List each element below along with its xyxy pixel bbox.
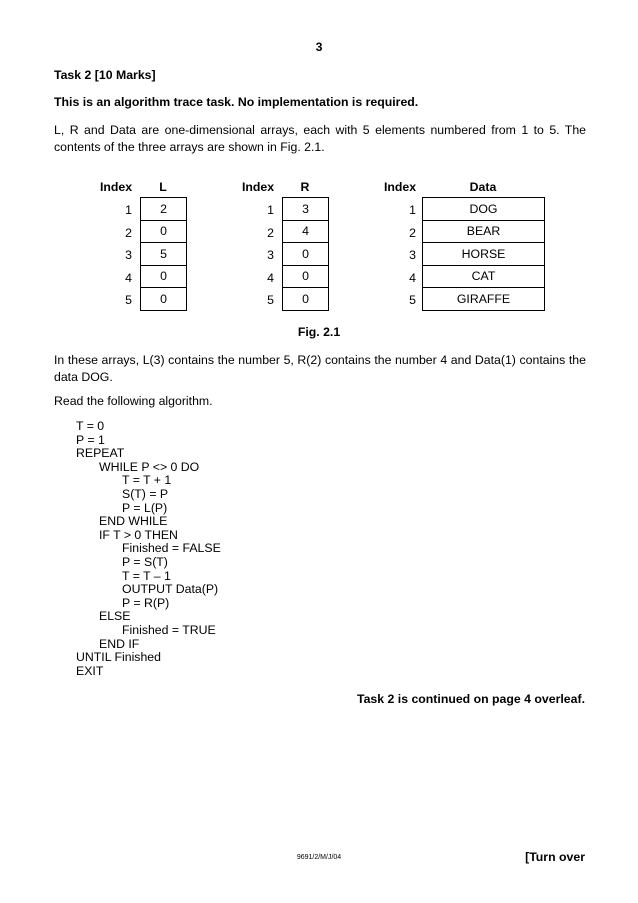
code-line: END WHILE [99, 514, 168, 529]
r-cell-3: 0 [283, 243, 329, 266]
data-value-header: Data [469, 180, 497, 194]
data-cell-5: GIRAFFE [423, 288, 545, 311]
r-cell-1: 3 [283, 198, 329, 221]
data-index-5: 5 [409, 293, 416, 307]
data-cell-1: DOG [423, 198, 545, 221]
data-index-1: 1 [409, 203, 416, 217]
continued-note: Task 2 is continued on page 4 overleaf. [356, 692, 585, 706]
code-line: T = T – 1 [122, 568, 171, 583]
code-line: END IF [99, 636, 140, 651]
r-index-header: Index [241, 180, 275, 194]
l-cell-5: 0 [141, 288, 187, 311]
figure-caption: Fig. 2.1 [297, 325, 341, 339]
code-line: ELSE [99, 609, 131, 624]
code-line: UNTIL Finished [76, 650, 161, 665]
data-index-header: Index [383, 180, 417, 194]
code-line: T = T + 1 [122, 473, 172, 488]
l-index-2: 2 [125, 226, 132, 240]
task-instruction: This is an algorithm trace task. No implementation is required. [54, 95, 419, 109]
data-cells [422, 197, 545, 311]
code-line: IF T > 0 THEN [99, 527, 178, 542]
r-index-4: 4 [267, 271, 274, 285]
r-cell-4: 0 [283, 265, 329, 288]
r-cell-2: 4 [283, 220, 329, 243]
l-cell-4: 0 [141, 265, 187, 288]
l-cell-2: 0 [141, 220, 187, 243]
code-line: S(T) = P [122, 486, 169, 501]
l-index-header: Index [99, 180, 133, 194]
page-number: 3 [315, 40, 323, 54]
footer-code: 9691/2/M/J/04 [296, 854, 342, 861]
code-line: Finished = TRUE [122, 622, 216, 637]
code-line: EXIT [76, 663, 104, 678]
explanation-paragraph: In these arrays, L(3) contains the number 5, R(2) contains the number 4 and Data(1) contains the data DOG. [54, 353, 586, 384]
r-value-header: R [300, 180, 310, 194]
l-value-header: L [159, 180, 167, 194]
l-index-3: 3 [125, 248, 132, 262]
l-cell-3: 5 [141, 243, 187, 266]
code-line: OUTPUT Data(P) [122, 582, 219, 597]
task-title: Task 2 [10 Marks] [54, 68, 156, 82]
data-index-3: 3 [409, 248, 416, 262]
r-cells [282, 197, 329, 311]
l-index-4: 4 [125, 271, 132, 285]
code-line: P = 1 [76, 432, 105, 447]
code-line: P = L(P) [122, 500, 168, 515]
data-cell-3: HORSE [423, 243, 545, 266]
intro-paragraph: L, R and Data are one-dimensional arrays, each with 5 elements numbered from 1 to 5. The contents of the three arrays are shown in Fig. 2.1. [54, 123, 586, 154]
r-cell-5: 0 [283, 288, 329, 311]
r-index-3: 3 [267, 248, 274, 262]
code-line: WHILE P <> 0 DO [99, 459, 200, 474]
l-index-5: 5 [125, 293, 132, 307]
turn-over: [Turn over [525, 850, 585, 864]
data-cell-4: CAT [423, 265, 545, 288]
r-index-1: 1 [267, 203, 274, 217]
l-index-1: 1 [125, 203, 132, 217]
code-line: Finished = FALSE [122, 541, 221, 556]
code-line: REPEAT [76, 446, 125, 461]
algorithm-code [76, 420, 221, 678]
data-index-4: 4 [409, 271, 416, 285]
code-line: T = 0 [76, 419, 105, 433]
data-index-2: 2 [409, 226, 416, 240]
read-prompt: Read the following algorithm. [54, 394, 213, 408]
l-cells [140, 197, 187, 311]
code-line: P = S(T) [122, 554, 168, 569]
r-index-2: 2 [267, 226, 274, 240]
r-index-5: 5 [267, 293, 274, 307]
l-cell-1: 2 [141, 198, 187, 221]
code-line: P = R(P) [122, 595, 170, 610]
data-cell-2: BEAR [423, 220, 545, 243]
